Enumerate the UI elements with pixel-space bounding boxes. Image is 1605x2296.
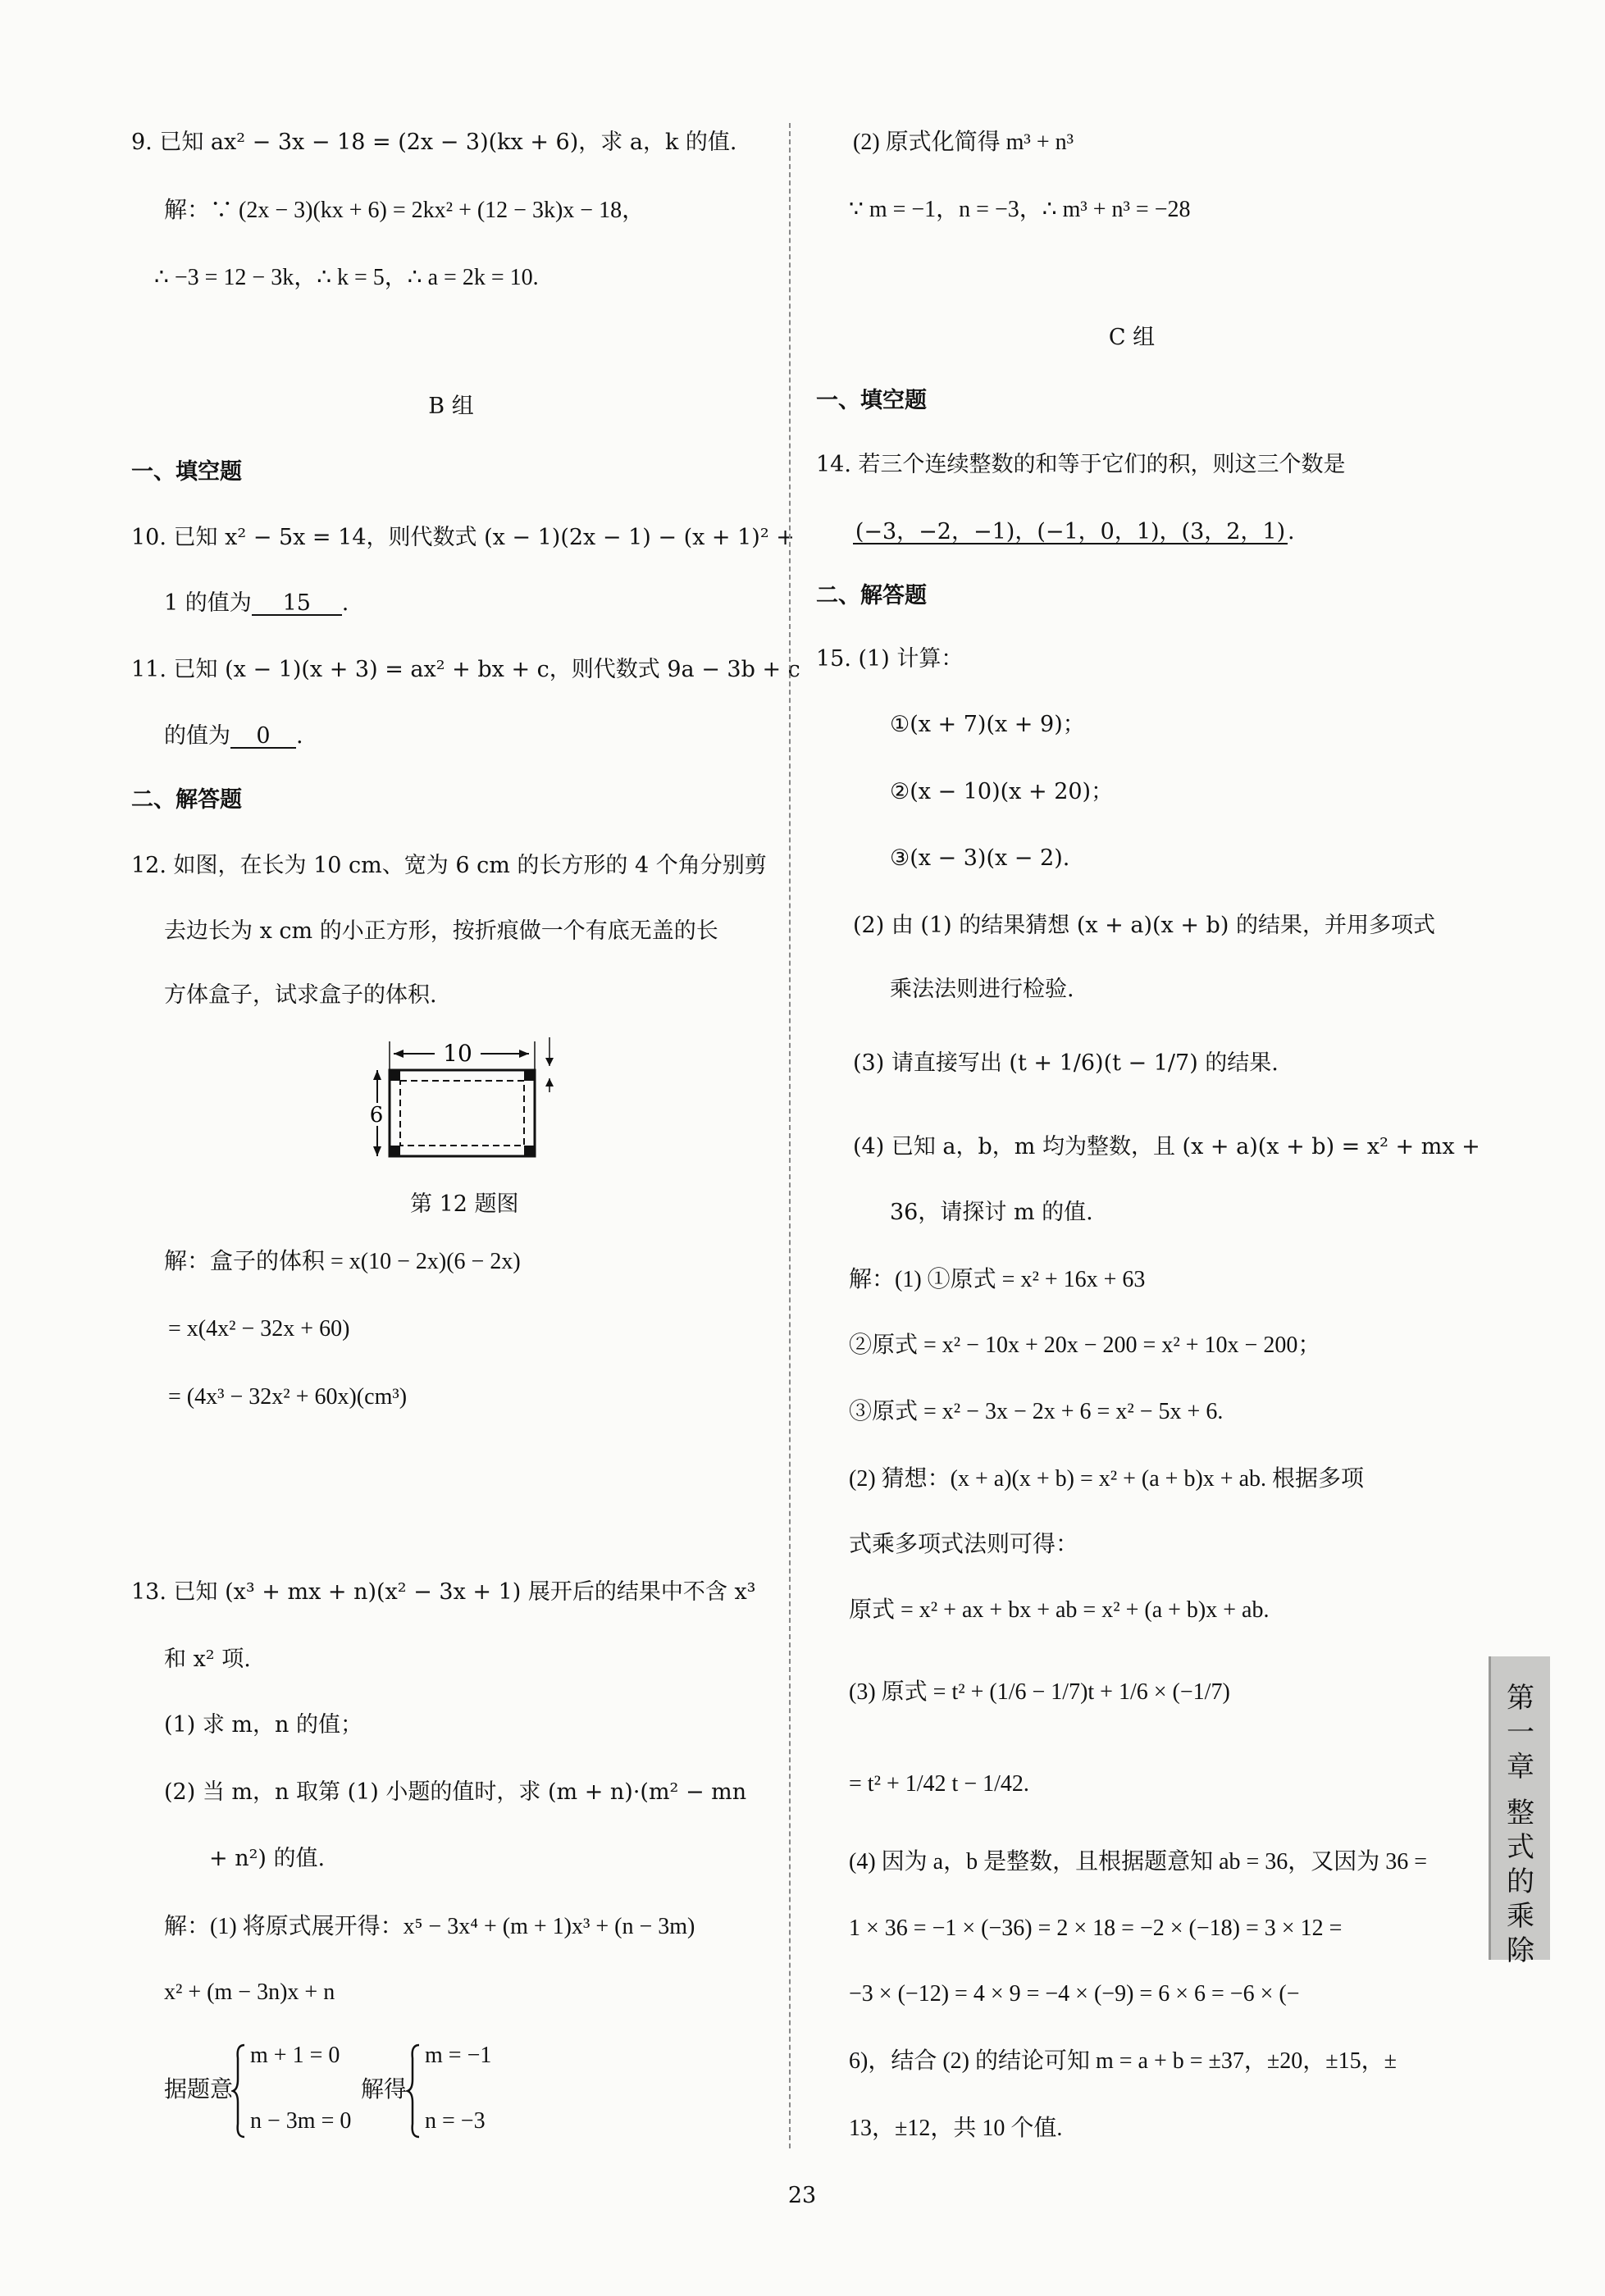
system-eq2: n − 3m = 0 xyxy=(250,2108,352,2134)
q15-solution-13: 13，±12，共 10 个值. xyxy=(849,2116,1063,2141)
group-b-heading: B 组 xyxy=(428,394,474,419)
q11-text: 11. 已知 (x − 1)(x + 3) = ax² + bx + c，则代数式 9a − 3b + c xyxy=(131,657,800,682)
q15-solution-7: (3) 原式 = t² + (1/6 − 1/7)t + 1/6 × (−1/7) xyxy=(849,1679,1230,1705)
q15-part4-line2: 36，请探讨 m 的值. xyxy=(890,1200,1093,1225)
q15-solution-5: 式乘多项式法则可得： xyxy=(849,1532,1079,1557)
q15-solution-1: 解：(1) ①原式 = x² + 16x + 63 xyxy=(849,1267,1146,1292)
q15-solution-3: ③原式 = x² − 3x − 2x + 6 = x² − 5x + 6. xyxy=(849,1399,1224,1424)
section-solve-b: 二、解答题 xyxy=(131,787,242,813)
q15-item2: ②(x − 10)(x + 20)； xyxy=(890,779,1114,804)
q13-solution-part2: (2) 原式化简得 m³ + n³ xyxy=(853,130,1074,155)
fig-height-label: 6 xyxy=(369,1103,384,1128)
q15-item1: ①(x + 7)(x + 9)； xyxy=(890,712,1085,737)
q14-answer-line xyxy=(853,521,1295,544)
q15-solution-11: −3 × (−12) = 4 × 9 = −4 × (−9) = 6 × 6 = −6 × (− xyxy=(849,1981,1300,2007)
section-fill-blank-c: 一、填空题 xyxy=(816,388,927,413)
q15-solution-10: 1 × 36 = −1 × (−36) = 2 × 18 = −2 × (−18) = 3 × 12 = xyxy=(849,1916,1343,1941)
q11-prefix: 的值为 xyxy=(164,723,230,749)
q15-part4-line1: (4) 已知 a，b，m 均为整数，且 (x + a)(x + b) = x² + mx + xyxy=(853,1134,1480,1159)
q15-part2-line1: (2) 由 (1) 的结果猜想 (x + a)(x + b) 的结果，并用多项式 xyxy=(853,913,1435,938)
q13-solution-part2-result: ∵ m = −1，n = −3，∴ m³ + n³ = −28 xyxy=(849,197,1191,222)
q13-text-line2: 和 x² 项. xyxy=(164,1647,251,1672)
q12-figure xyxy=(353,1033,566,1164)
q15-part1: 15. (1) 计算： xyxy=(816,646,964,672)
q10-answer: 15 xyxy=(252,592,342,616)
page-number: 23 xyxy=(787,2183,817,2208)
section-solve-c: 二、解答题 xyxy=(816,583,927,608)
q13-part2-line2: + n²) 的值. xyxy=(209,1846,326,1871)
fig-width-label: 10 xyxy=(443,1040,472,1067)
q15-solution-8: = t² + 1/42 t − 1/42. xyxy=(849,1771,1029,1797)
q10-text-line2 xyxy=(164,592,349,616)
q14-answer: (−3，−2，−1)，(−1，0，1)，(3，2，1) xyxy=(853,521,1288,544)
q12-text-line3: 方体盒子，试求盒子的体积. xyxy=(164,982,437,1008)
section-fill-blank-b: 一、填空题 xyxy=(131,459,242,485)
q13-solution-line2: x² + (m − 3n)x + n xyxy=(164,1979,335,2005)
q9-text: 9. 已知 ax² − 3x − 18 = (2x − 3)(kx + 6)，求 a，k 的值. xyxy=(131,130,737,155)
q13-text-line1: 13. 已知 (x³ + mx + n)(x² − 3x + 1) 展开后的结果中不含 x³ xyxy=(131,1579,756,1605)
q9-solution-line1: 解：∵ (2x − 3)(kx + 6) = 2kx² + (12 − 3k)x − 18， xyxy=(164,198,645,223)
q15-item3: ③(x − 3)(x − 2). xyxy=(890,845,1070,871)
system-eq1: m + 1 = 0 xyxy=(250,2043,340,2068)
q12-solution-line2: = x(4x² − 32x + 60) xyxy=(168,1316,350,1342)
q11-suffix: . xyxy=(296,723,303,749)
left-brace-icon xyxy=(406,2042,422,2140)
column-divider xyxy=(789,123,791,2148)
q13-part1: (1) 求 m，n 的值； xyxy=(164,1712,362,1738)
q10-prefix: 1 的值为 xyxy=(164,590,252,616)
q15-solution-4: (2) 猜想：(x + a)(x + b) = x² + (a + b)x + ab. 根据多项 xyxy=(849,1466,1365,1492)
q12-text-line2: 去边长为 x cm 的小正方形，按折痕做一个有底无盖的长 xyxy=(164,918,718,944)
q9-solution-line2: ∴ −3 = 12 − 3k，∴ k = 5，∴ a = 2k = 10. xyxy=(154,265,539,290)
q10-text: 10. 已知 x² − 5x = 14，则代数式 (x − 1)(2x − 1) − (x + 1)² + xyxy=(131,525,795,550)
q15-part3: (3) 请直接写出 (t + 1/6)(t − 1/7) 的结果. xyxy=(853,1050,1279,1076)
q13-part2-line1: (2) 当 m，n 取第 (1) 小题的值时，求 (m + n)·(m² − mn xyxy=(164,1779,747,1805)
figure-caption: 第 12 题图 xyxy=(410,1191,519,1217)
q12-solution-line3: = (4x³ − 32x² + 60x)(cm³) xyxy=(168,1384,408,1410)
system-label: 据题意 xyxy=(164,2077,234,2102)
q12-text-line1: 12. 如图，在长为 10 cm、宽为 6 cm 的长方形的 4 个角分别剪 xyxy=(131,853,767,878)
q12-solution-line1: 解：盒子的体积 = x(10 − 2x)(6 − 2x) xyxy=(164,1249,521,1274)
group-c-heading: C 组 xyxy=(1108,325,1156,350)
chapter-side-tab xyxy=(1489,1656,1550,1967)
result-eq1: m = −1 xyxy=(425,2043,492,2068)
q14-text: 14. 若三个连续整数的和等于它们的积，则这三个数是 xyxy=(816,452,1346,477)
q15-solution-9: (4) 因为 a，b 是整数，且根据题意知 ab = 36，又因为 36 = xyxy=(849,1849,1428,1875)
q10-suffix: . xyxy=(341,590,349,616)
q11-answer: 0 xyxy=(230,725,296,749)
result-eq2: n = −3 xyxy=(425,2108,486,2134)
q15-solution-6: 原式 = x² + ax + bx + ab = x² + (a + b)x + ab. xyxy=(849,1597,1270,1623)
q15-part2-line2: 乘法法则进行检验. xyxy=(890,977,1074,1002)
left-brace-icon xyxy=(231,2042,248,2140)
result-label: 解得 xyxy=(361,2077,408,2102)
q13-solution-line1: 解：(1) 将原式展开得：x⁵ − 3x⁴ + (m + 1)x³ + (n − 3m) xyxy=(164,1914,695,1939)
q15-solution-2: ②原式 = x² − 10x + 20x − 200 = x² + 10x − 200； xyxy=(849,1332,1321,1358)
q14-suffix: . xyxy=(1288,519,1295,544)
q15-solution-12: 6)，结合 (2) 的结论可知 m = a + b = ±37，±20，±15，± xyxy=(849,2048,1398,2074)
chapter-side-tab-label: 第 一 章 整 式 的 乘 除 xyxy=(1507,1682,1534,1967)
q11-text-line2 xyxy=(164,725,303,749)
